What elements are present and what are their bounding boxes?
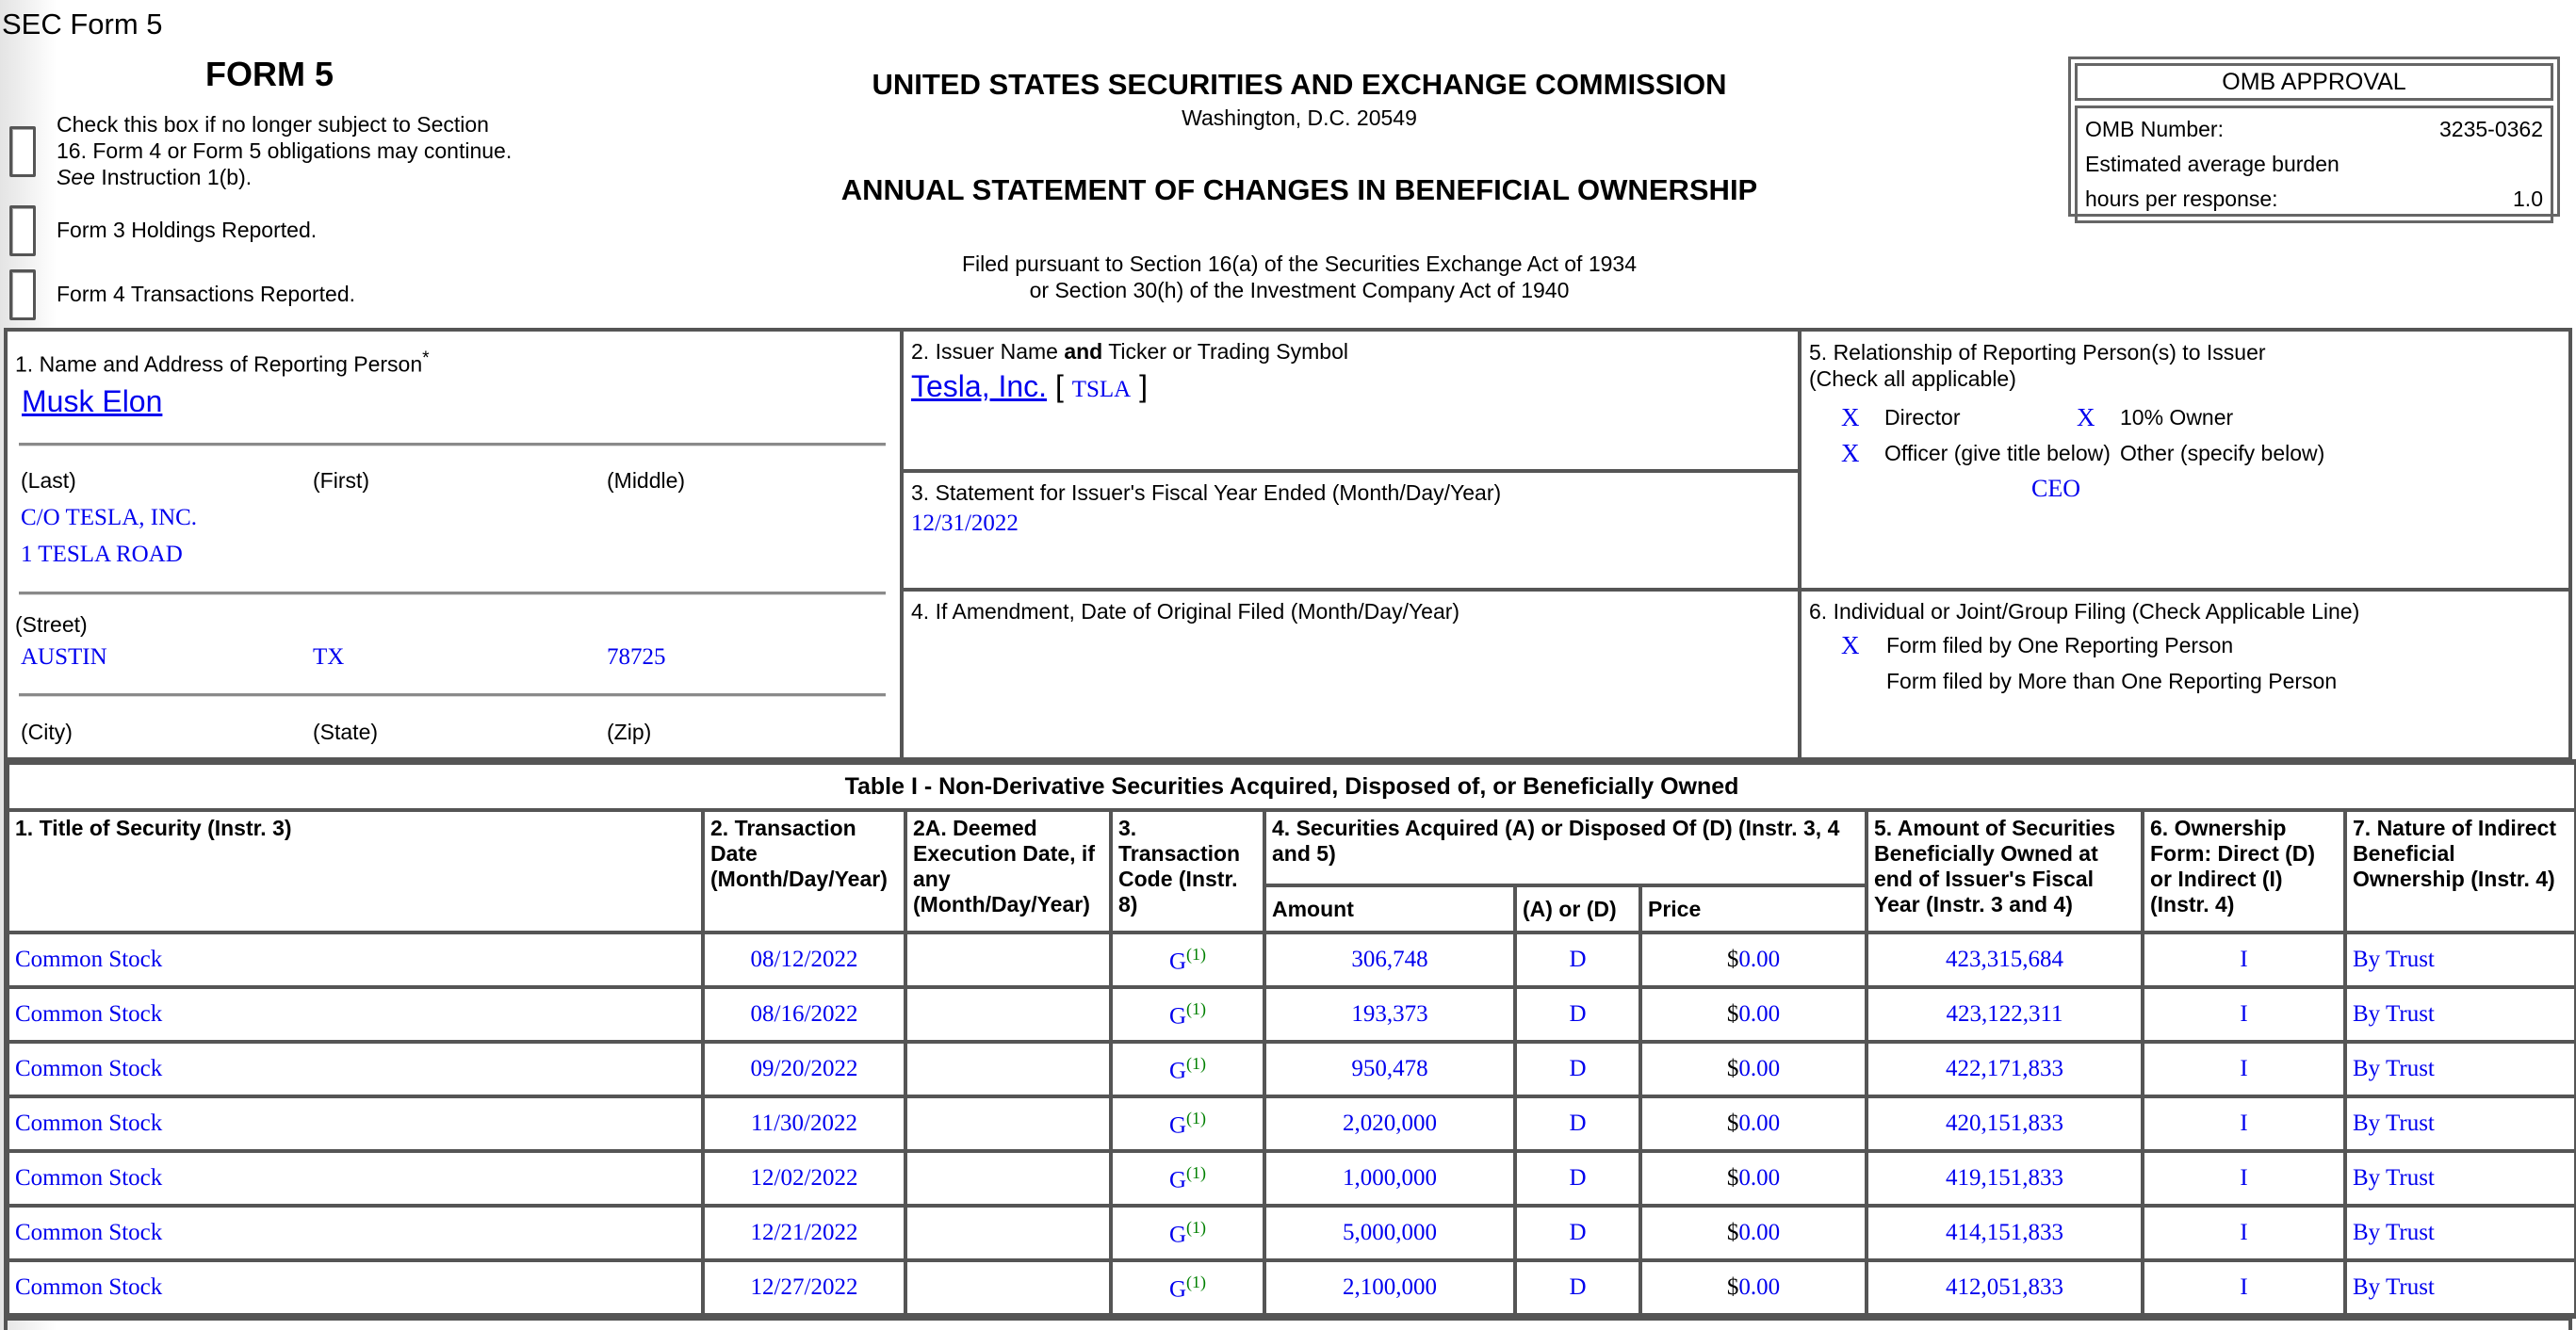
first-label: (First) (313, 468, 370, 493)
omb-burden-row (2085, 147, 2543, 182)
dollar-sign: $ (1726, 1056, 1739, 1081)
code-value: G (1168, 1112, 1187, 1139)
no-longer-subject-checkbox[interactable] (9, 126, 36, 177)
table-2-top-edge (4, 1317, 2572, 1330)
table-caption: Table I - Non-Derivative Securities Acquired, Disposed of, or Beneficially Owned (8, 763, 2576, 810)
amount-owned: 423,122,311 (1867, 987, 2143, 1042)
issuer-link[interactable]: Tesla, Inc. (911, 369, 1048, 403)
nature-of-ownership: By Trust (2345, 1151, 2576, 1206)
price (1640, 1096, 1867, 1151)
no-longer-subject-label (57, 111, 512, 190)
col-price: Price (1640, 885, 1867, 933)
middle-label: (Middle) (607, 468, 686, 493)
dollar-sign: $ (1726, 947, 1739, 972)
acquired-or-disposed: D (1515, 1042, 1640, 1096)
ownership-form: I (2143, 1151, 2345, 1206)
amount: 306,748 (1264, 933, 1515, 987)
deemed-execution-date (905, 987, 1111, 1042)
amount-owned: 412,051,833 (1867, 1260, 2143, 1315)
col-amount: Amount (1264, 885, 1515, 933)
checkbox-label-line: 16. Form 4 or Form 5 obligations may continue. (57, 138, 513, 163)
price (1640, 987, 1867, 1042)
section-1-reporting-person (4, 328, 904, 761)
footnote-ref[interactable]: (1) (1186, 944, 1207, 964)
divider (19, 443, 886, 446)
footnote-ref[interactable]: (1) (1186, 1272, 1207, 1291)
table-row (8, 1042, 2576, 1096)
city-label: (City) (21, 720, 73, 744)
section-2-title (911, 339, 1348, 365)
form-number: FORM 5 (205, 55, 334, 93)
dollar-sign: $ (1726, 1274, 1739, 1300)
code-value: G (1168, 1222, 1187, 1248)
section-2-title-pre: 2. Issuer Name (911, 339, 1065, 364)
section-2-issuer (900, 328, 1802, 473)
price-value: 0.00 (1738, 1111, 1781, 1136)
price-value: 0.00 (1738, 1056, 1781, 1081)
last-label: (Last) (21, 468, 76, 493)
reporting-person-link[interactable]: Musk Elon (22, 384, 163, 418)
table-row (8, 1151, 2576, 1206)
director-mark: X (1841, 403, 1860, 431)
security-title: Common Stock (8, 1151, 703, 1206)
col-nature-of-ownership: 7. Nature of Indirect Beneficial Ownership (Instr. 4) (2345, 810, 2576, 933)
state-label: (State) (313, 720, 379, 744)
transaction-code (1111, 987, 1264, 1042)
col-amount-owned: 5. Amount of Securities Beneficially Owned at end of Issuer's Fiscal Year (Instr. 3 and 4) (1867, 810, 2143, 933)
acquired-or-disposed: D (1515, 1206, 1640, 1260)
bracket-close: ] (1139, 369, 1149, 403)
dollar-sign: $ (1726, 1220, 1739, 1245)
transaction-date: 12/02/2022 (703, 1151, 905, 1206)
price (1640, 933, 1867, 987)
street-line-2: 1 TESLA ROAD (21, 542, 183, 567)
code-value: G (1168, 1003, 1187, 1030)
acquired-or-disposed: D (1515, 933, 1640, 987)
section-4-amendment (900, 588, 1802, 761)
col-deemed-execution-date: 2A. Deemed Execution Date, if any (Month/Day/Year) (905, 810, 1111, 933)
fiscal-year-end-value: 12/31/2022 (911, 511, 1019, 536)
col-transaction-date: 2. Transaction Date (Month/Day/Year) (703, 810, 905, 933)
section-5-relationship (1798, 328, 2572, 592)
form4-transactions-label: Form 4 Transactions Reported. (57, 282, 356, 306)
ownership-form: I (2143, 1260, 2345, 1315)
transaction-date: 09/20/2022 (703, 1042, 905, 1096)
footnote-ref[interactable]: (1) (1186, 1162, 1207, 1182)
col-securities-acquired-disposed: 4. Securities Acquired (A) or Disposed Of (D) (Instr. 3, 4 and 5) (1264, 810, 1867, 885)
footnote-ref[interactable]: (1) (1186, 1053, 1207, 1073)
section-6-filing-type (1798, 588, 2572, 761)
street-line-1: C/O TESLA, INC. (21, 505, 198, 530)
state-value: TX (313, 644, 345, 670)
officer-label: Officer (give title below) (1884, 441, 2111, 465)
amount-owned: 423,315,684 (1867, 933, 2143, 987)
price (1640, 1151, 1867, 1206)
deemed-execution-date (905, 933, 1111, 987)
amount-owned: 420,151,833 (1867, 1096, 2143, 1151)
footnote-ref[interactable]: (1) (1186, 1217, 1207, 1237)
omb-title: OMB APPROVAL (2075, 63, 2553, 101)
amount: 5,000,000 (1264, 1206, 1515, 1260)
omb-hours-row (2085, 182, 2543, 217)
ownership-form: I (2143, 987, 2345, 1042)
issuer-line (911, 369, 1148, 404)
table-row (8, 1096, 2576, 1151)
price-value: 0.00 (1738, 947, 1781, 972)
amount: 193,373 (1264, 987, 1515, 1042)
transaction-code (1111, 933, 1264, 987)
price (1640, 1260, 1867, 1315)
more-person-label: Form filed by More than One Reporting Person (1886, 669, 2338, 693)
price-value: 0.00 (1738, 1165, 1781, 1191)
col-ownership-form: 6. Ownership Form: Direct (D) or Indirect (I) (Instr. 4) (2143, 810, 2345, 933)
amount: 2,020,000 (1264, 1096, 1515, 1151)
acquired-or-disposed: D (1515, 987, 1640, 1042)
amount: 950,478 (1264, 1042, 1515, 1096)
form3-holdings-checkbox-row (9, 205, 317, 256)
section-3-title: 3. Statement for Issuer's Fiscal Year Ended (Month/Day/Year) (911, 480, 1502, 505)
security-title: Common Stock (8, 1260, 703, 1315)
security-title: Common Stock (8, 1206, 703, 1260)
transaction-code (1111, 1151, 1264, 1206)
code-value: G (1168, 1276, 1187, 1303)
amount-owned: 414,151,833 (1867, 1206, 2143, 1260)
agency-address: Washington, D.C. 20549 (1182, 105, 1417, 130)
deemed-execution-date (905, 1042, 1111, 1096)
section-1-title (15, 349, 430, 378)
nature-of-ownership: By Trust (2345, 1042, 2576, 1096)
price (1640, 1042, 1867, 1096)
statement-title: ANNUAL STATEMENT OF CHANGES IN BENEFICIAL OWNERSHIP (840, 173, 1758, 206)
price (1640, 1206, 1867, 1260)
price-value: 0.00 (1738, 1001, 1781, 1027)
checkbox-label-line: Check this box if no longer subject to Section (57, 112, 489, 137)
ownership-form: I (2143, 933, 2345, 987)
section-5-subtitle: (Check all applicable) (1809, 366, 2016, 391)
ownership-form: I (2143, 1096, 2345, 1151)
footnote-ref[interactable]: (1) (1186, 998, 1207, 1018)
form3-holdings-checkbox[interactable] (9, 205, 36, 256)
ownership-form: I (2143, 1206, 2345, 1260)
col-a-or-d: (A) or (D) (1515, 885, 1640, 933)
deemed-execution-date (905, 1151, 1111, 1206)
ticker-symbol: TSLA (1071, 377, 1132, 402)
one-person-mark: X (1841, 631, 1860, 659)
section-5-title-text: 5. Relationship of Reporting Person(s) to Issuer (1809, 340, 2266, 365)
table-row (8, 987, 2576, 1042)
acquired-or-disposed: D (1515, 1096, 1640, 1151)
omb-approval-box (2068, 57, 2560, 217)
one-person-label: Form filed by One Reporting Person (1886, 633, 2234, 657)
security-title: Common Stock (8, 987, 703, 1042)
transaction-date: 12/27/2022 (703, 1260, 905, 1315)
ten-percent-owner-label: 10% Owner (2120, 405, 2234, 430)
omb-number-row (2085, 112, 2543, 147)
ownership-form: I (2143, 1042, 2345, 1096)
amount-owned: 419,151,833 (1867, 1151, 2143, 1206)
divider (19, 592, 886, 594)
dollar-sign: $ (1726, 1111, 1739, 1136)
director-label: Director (1884, 405, 1961, 430)
section-5-title (1809, 339, 2266, 392)
deemed-execution-date (905, 1260, 1111, 1315)
code-value: G (1168, 949, 1187, 975)
city-value: AUSTIN (21, 644, 107, 670)
nature-of-ownership: By Trust (2345, 1260, 2576, 1315)
amount: 2,100,000 (1264, 1260, 1515, 1315)
other-label: Other (specify below) (2120, 441, 2325, 465)
street-label: (Street) (15, 612, 88, 637)
table-row (8, 933, 2576, 987)
zip-label: (Zip) (607, 720, 652, 744)
code-value: G (1168, 1167, 1187, 1193)
form4-transactions-checkbox-row (9, 269, 355, 320)
col-transaction-code: 3. Transaction Code (Instr. 8) (1111, 810, 1264, 933)
col-title-of-security: 1. Title of Security (Instr. 3) (8, 810, 703, 933)
ten-percent-owner-mark: X (2077, 403, 2095, 431)
dollar-sign: $ (1726, 1001, 1739, 1027)
filed-pursuant (801, 251, 1798, 303)
omb-hours-value: 1.0 (2513, 187, 2543, 211)
footnote-ref[interactable]: (1) (1186, 1108, 1207, 1127)
filed-line-2: or Section 30(h) of the Investment Company Act of 1940 (1029, 278, 1570, 302)
checkbox-label-line (57, 164, 512, 190)
asterisk: * (422, 349, 430, 368)
omb-burden-label: Estimated average burden (2085, 152, 2340, 176)
section-2-title-bold: and (1064, 339, 1103, 364)
security-title: Common Stock (8, 1096, 703, 1151)
section-4-title: 4. If Amendment, Date of Original Filed (Month/Day/Year) (911, 599, 1460, 624)
acquired-or-disposed: D (1515, 1260, 1640, 1315)
transaction-date: 08/16/2022 (703, 987, 905, 1042)
form3-holdings-label: Form 3 Holdings Reported. (57, 218, 318, 242)
page-title: SEC Form 5 (2, 8, 163, 41)
nature-of-ownership: By Trust (2345, 1206, 2576, 1260)
acquired-or-disposed: D (1515, 1151, 1640, 1206)
form4-transactions-checkbox[interactable] (9, 269, 36, 320)
officer-title-value: CEO (2031, 475, 2080, 502)
transaction-date: 12/21/2022 (703, 1206, 905, 1260)
instruction-ref: Instruction 1(b). (94, 165, 253, 189)
amount-owned: 422,171,833 (1867, 1042, 2143, 1096)
see-italic: See (57, 165, 95, 189)
omb-body (2075, 105, 2553, 223)
security-title: Common Stock (8, 1042, 703, 1096)
code-value: G (1168, 1058, 1187, 1084)
transaction-code (1111, 1042, 1264, 1096)
security-title: Common Stock (8, 933, 703, 987)
bracket-open: [ (1054, 369, 1064, 403)
section-2-title-post: Ticker or Trading Symbol (1102, 339, 1348, 364)
zip-value: 78725 (607, 644, 666, 670)
section-6-title: 6. Individual or Joint/Group Filing (Check Applicable Line) (1809, 599, 2360, 624)
agency-name: UNITED STATES SECURITIES AND EXCHANGE COMMISSION (872, 68, 1727, 101)
table-1-non-derivative (4, 759, 2576, 1319)
deemed-execution-date (905, 1206, 1111, 1260)
dollar-sign: $ (1726, 1165, 1739, 1191)
section-3-fiscal-year (900, 469, 1802, 592)
officer-mark: X (1841, 439, 1860, 467)
filed-line-1: Filed pursuant to Section 16(a) of the Securities Exchange Act of 1934 (962, 251, 1637, 276)
transaction-code (1111, 1096, 1264, 1151)
table-row (8, 1206, 2576, 1260)
transaction-code (1111, 1260, 1264, 1315)
omb-hours-label: hours per response: (2085, 187, 2278, 211)
divider (19, 693, 886, 696)
transaction-date: 08/12/2022 (703, 933, 905, 987)
section-1-title-text: 1. Name and Address of Reporting Person (15, 351, 423, 377)
nature-of-ownership: By Trust (2345, 1096, 2576, 1151)
transaction-code (1111, 1206, 1264, 1260)
table-row (8, 1260, 2576, 1315)
price-value: 0.00 (1738, 1220, 1781, 1245)
omb-number-label: OMB Number: (2085, 117, 2224, 141)
deemed-execution-date (905, 1096, 1111, 1151)
nature-of-ownership: By Trust (2345, 933, 2576, 987)
price-value: 0.00 (1738, 1274, 1781, 1300)
no-longer-subject-checkbox-row (9, 112, 513, 190)
transaction-date: 11/30/2022 (703, 1096, 905, 1151)
amount: 1,000,000 (1264, 1151, 1515, 1206)
omb-number-value: 3235-0362 (2439, 117, 2543, 141)
nature-of-ownership: By Trust (2345, 987, 2576, 1042)
